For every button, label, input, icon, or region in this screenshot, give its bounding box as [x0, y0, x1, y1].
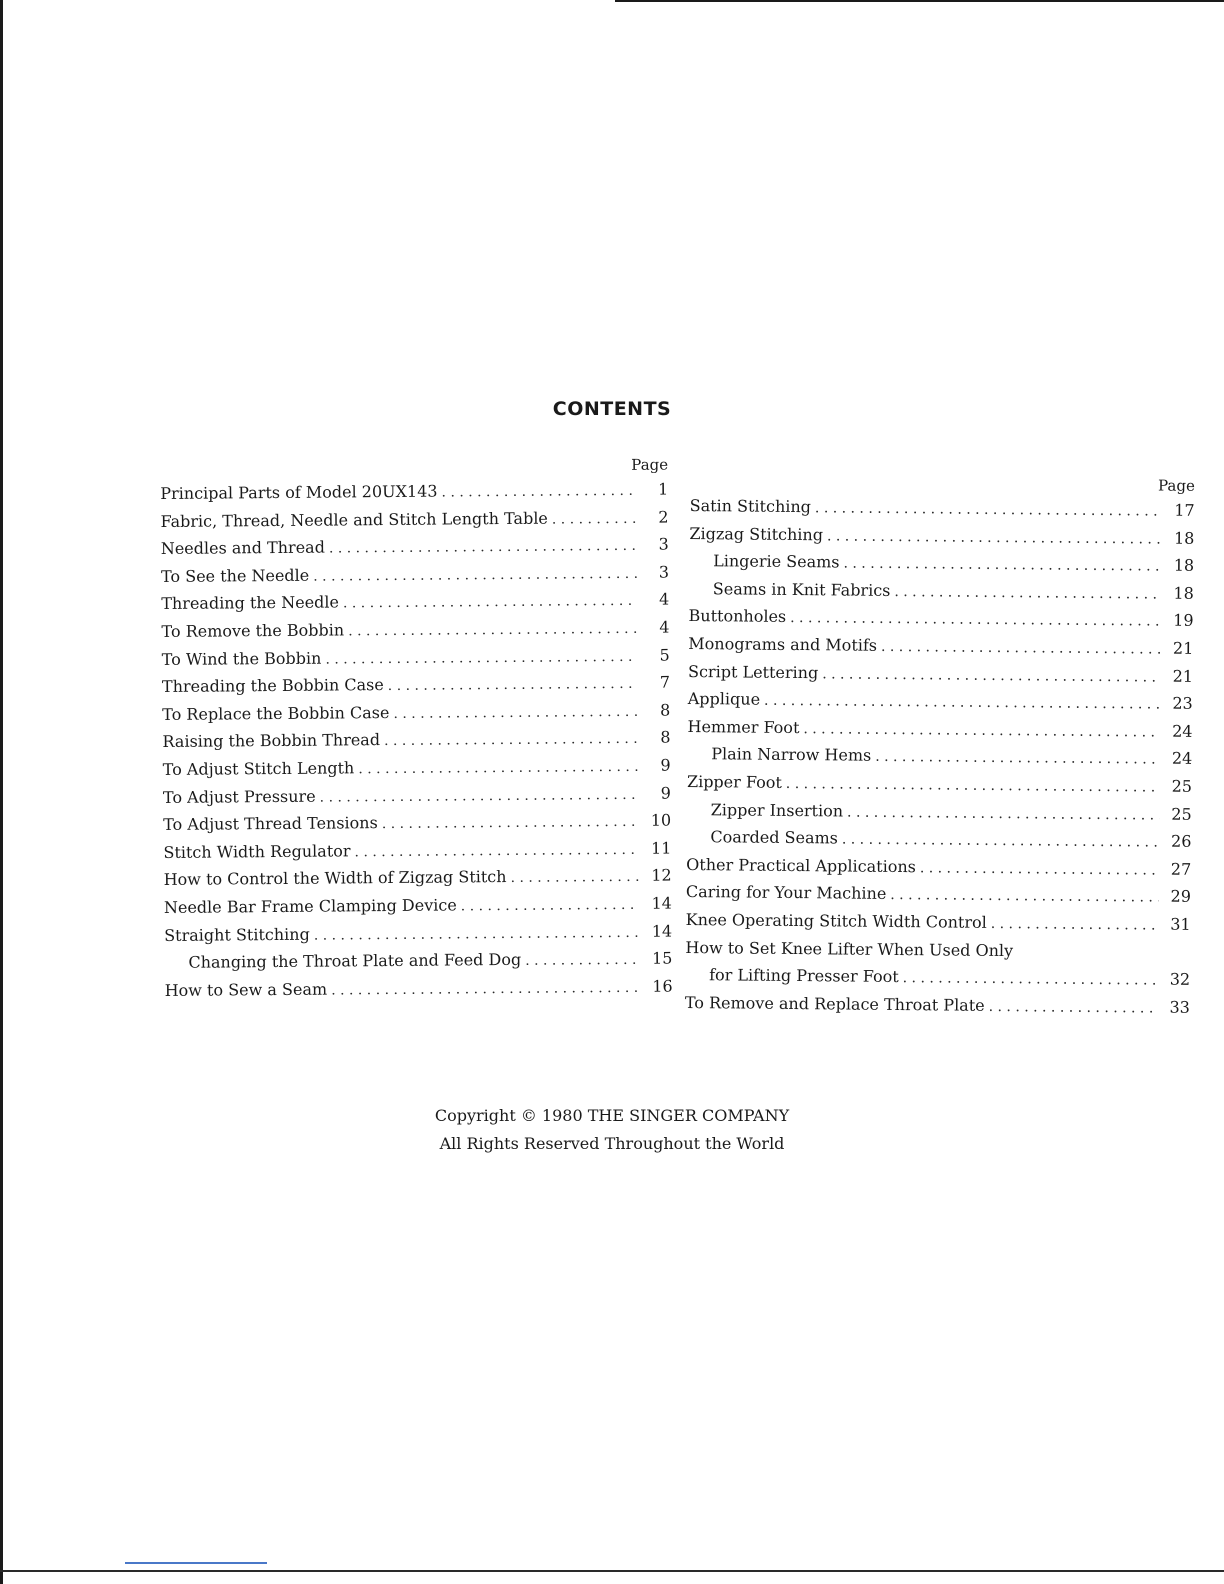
toc-entry-label: Zigzag Stitching: [689, 523, 824, 544]
toc-entry[interactable]: [165, 972, 673, 1004]
toc-entry-label: Monograms and Motifs: [688, 633, 878, 655]
toc-entry-page: 16: [652, 976, 673, 996]
toc-entry[interactable]: [162, 641, 670, 673]
toc-entry-label: Seams in Knit Fabrics: [712, 579, 891, 600]
toc-entry-label: How to Set Knee Lifter When Used Only: [685, 937, 1014, 960]
toc-entry-label: Lingerie Seams: [713, 551, 840, 572]
toc-entry[interactable]: [164, 917, 672, 949]
dot-leader: [894, 579, 1162, 609]
toc-entry-page: 31: [1170, 914, 1191, 934]
toc-entry-page: 18: [1173, 555, 1195, 576]
copyright-notice: [0, 1102, 1224, 1158]
toc-entry-page: 9: [660, 783, 672, 803]
toc-entry-label: Satin Stitching: [689, 495, 812, 517]
toc-entry-label: Raising the Bobbin Thread: [162, 730, 381, 752]
dot-leader: [822, 661, 1161, 692]
copyright-line: Copyright © 1980 THE SINGER COMPANY: [434, 1106, 790, 1125]
toc-entry[interactable]: [164, 945, 672, 977]
dot-leader: [358, 754, 639, 784]
toc-entry-page: 7: [659, 672, 671, 692]
page-title: CONTENTS: [552, 398, 672, 420]
toc-entry[interactable]: [163, 751, 671, 783]
toc-entry-page: 14: [651, 921, 673, 941]
dot-leader: [343, 588, 638, 618]
page-column-header: Page: [631, 455, 669, 474]
toc-entry-page: 18: [1173, 583, 1194, 603]
toc-entry-label: Other Practical Applications: [686, 854, 916, 876]
toc-entry-page: 4: [658, 589, 670, 610]
dot-leader: [843, 551, 1162, 582]
toc-entry-page: 21: [1172, 638, 1194, 658]
dot-leader: [348, 616, 638, 646]
toc-entry-label: Fabric, Thread, Needle and Stitch Length Table: [160, 508, 548, 531]
dot-leader: [764, 688, 1161, 719]
toc-entry-label: To Remove the Bobbin: [161, 620, 345, 641]
dot-leader: [393, 699, 638, 729]
toc-entry-label: Needles and Thread: [160, 537, 325, 559]
toc-entry[interactable]: [160, 476, 668, 508]
toc-entry-page: 17: [1174, 500, 1195, 520]
toc-entry-label: Knee Operating Stitch Width Control: [685, 909, 987, 932]
toc-entry-page: 32: [1169, 969, 1191, 989]
toc-entry-page: 23: [1172, 693, 1193, 713]
toc-entry-page: 18: [1173, 528, 1195, 548]
toc-entry-page: 29: [1170, 886, 1192, 907]
dot-leader: [461, 892, 640, 921]
dot-leader: [881, 634, 1162, 664]
dot-leader: [525, 947, 640, 976]
toc-entry-page: 15: [651, 948, 673, 968]
toc-entry[interactable]: [163, 779, 671, 811]
toc-entry-label: Buttonholes: [688, 606, 787, 627]
dot-leader: [314, 919, 641, 949]
toc-entry-page: 8: [659, 700, 671, 720]
toc-entry-page: 2: [658, 507, 669, 527]
toc-entry-page: 21: [1172, 666, 1194, 686]
scan-bottom-edge: [0, 1570, 1224, 1572]
dot-leader: [920, 855, 1160, 885]
toc-entry-page: 10: [650, 810, 672, 830]
toc-entry-label: Applique: [687, 689, 761, 709]
toc-entry[interactable]: [161, 586, 669, 618]
toc-left-column: [160, 454, 673, 1005]
scan-left-edge: [0, 0, 3, 1584]
toc-entry-page: 27: [1170, 859, 1192, 879]
toc-entry-label: Straight Stitching: [164, 924, 310, 945]
toc-entry-label: Script Lettering: [687, 661, 819, 682]
dot-leader: [325, 643, 638, 673]
toc-entry-page: 25: [1171, 804, 1192, 824]
toc-right-column: [685, 470, 1195, 1021]
toc-entry-label: To See the Needle: [160, 565, 310, 586]
toc-entry[interactable]: [163, 807, 671, 839]
dot-leader: [382, 809, 640, 839]
toc-entry[interactable]: [164, 862, 672, 894]
page-column-header: Page: [1157, 476, 1195, 495]
toc-entry-label: How to Sew a Seam: [164, 979, 328, 1000]
toc-entry-label: for Lifting Presser Foot: [709, 965, 899, 987]
toc-entry-label: Coarded Seams: [710, 827, 839, 848]
toc-entry-page: 19: [1173, 611, 1194, 631]
rights-line: All Rights Reserved Throughout the World: [439, 1134, 785, 1153]
toc-entry-label: How to Control the Width of Zigzag Stitch: [163, 867, 507, 890]
toc-entry-label: Zipper Foot: [686, 771, 782, 792]
toc-entry[interactable]: [161, 614, 669, 646]
dot-leader: [384, 726, 639, 756]
toc-entry-label: To Adjust Thread Tensions: [163, 813, 378, 835]
toc-entry[interactable]: [162, 724, 670, 756]
scan-bottom-mark: [125, 1562, 267, 1564]
dot-leader: [313, 561, 637, 591]
dot-leader: [329, 533, 637, 563]
toc-entry-page: 24: [1172, 721, 1193, 741]
toc-entry-label: Hemmer Foot: [687, 716, 800, 737]
toc-entry-page: 26: [1171, 831, 1192, 851]
toc-entry-page: 9: [660, 755, 671, 775]
toc-entry-label: To Adjust Pressure: [162, 786, 316, 807]
dot-leader: [320, 781, 640, 811]
dot-leader: [388, 671, 638, 701]
toc-entry-page: 3: [658, 534, 669, 554]
dot-leader: [441, 478, 636, 507]
toc-entry-label: Threading the Needle: [161, 592, 340, 614]
toc-entry[interactable]: [164, 889, 672, 921]
toc-entry-page: 3: [658, 562, 670, 582]
dot-leader: [991, 911, 1159, 940]
toc-entry-page: 14: [651, 893, 672, 913]
toc-entry-page: 8: [660, 727, 671, 747]
dot-leader: [354, 837, 639, 867]
dot-leader: [875, 744, 1160, 774]
toc-entry-label: Threading the Bobbin Case: [161, 675, 384, 697]
toc-entry[interactable]: [162, 669, 670, 701]
toc-entry-label: Caring for Your Machine: [685, 882, 887, 904]
toc-entry-label: To Replace the Bobbin Case: [162, 702, 390, 724]
toc-entry[interactable]: [162, 696, 670, 728]
dot-leader: [552, 505, 637, 533]
toc-entry-label: Zipper Insertion: [710, 799, 844, 821]
toc-entry-label: Principal Parts of Model 20UX143: [160, 481, 438, 503]
toc-entry[interactable]: [161, 531, 669, 563]
dot-leader: [847, 799, 1160, 830]
toc-entry-page: 24: [1171, 748, 1193, 769]
dot-leader: [331, 975, 641, 1005]
toc-entry-label: To Adjust Stitch Length: [162, 758, 355, 779]
toc-entry-label: Needle Bar Frame Clamping Device: [163, 895, 457, 917]
toc-entry-page: 4: [659, 617, 670, 637]
toc-entry[interactable]: [163, 834, 671, 866]
toc-entry-page: 11: [650, 838, 672, 858]
dot-leader: [815, 495, 1163, 526]
toc-entry-label: To Remove and Replace Throat Plate: [684, 992, 985, 1015]
scan-top-edge: [615, 0, 1224, 2]
toc-entry-label: Stitch Width Regulator: [163, 841, 351, 862]
toc-entry-page: 33: [1169, 997, 1190, 1017]
toc-entry-label: To Wind the Bobbin: [161, 648, 322, 669]
toc-entry-page: 25: [1171, 776, 1193, 796]
dot-leader: [989, 994, 1158, 1023]
toc-entry[interactable]: [160, 503, 668, 535]
toc-entry-page: 1: [658, 479, 669, 499]
toc-entry[interactable]: [161, 558, 669, 590]
dot-leader: [1017, 956, 1158, 957]
toc-entry-label: Plain Narrow Hems: [711, 744, 872, 766]
toc-entry-page: 5: [659, 645, 670, 665]
dot-leader: [827, 523, 1163, 554]
toc-entry-label: Changing the Throat Plate and Feed Dog: [188, 949, 522, 972]
toc-entry-page: 12: [651, 865, 672, 886]
dot-leader: [510, 864, 639, 893]
